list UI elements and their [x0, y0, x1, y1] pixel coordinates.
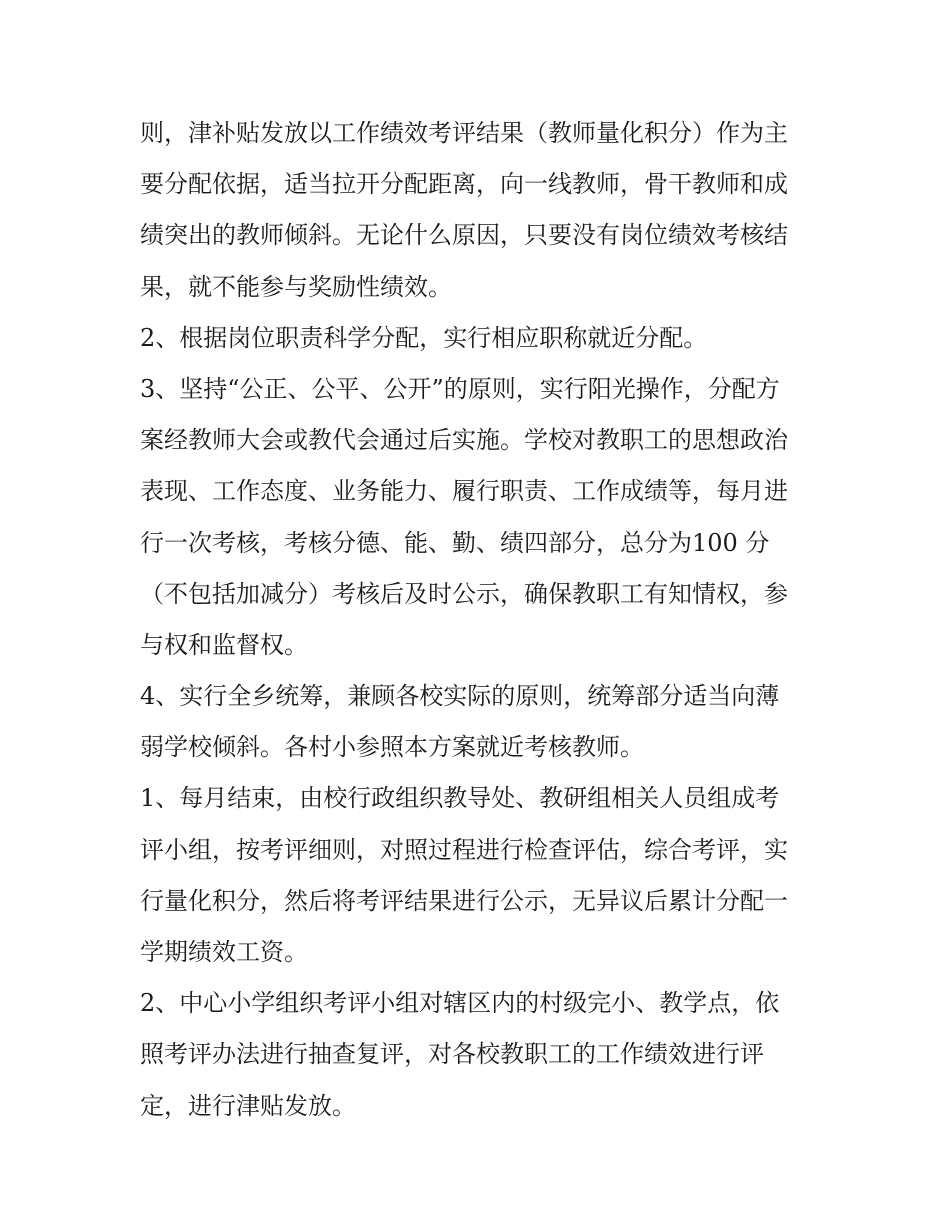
text-line: 3、坚持“公正、公平、公开”的原则，实行阳光操作，分配方 — [140, 374, 780, 403]
text-line: 评小组，按考评细则，对照过程进行检查评估，综合考评，实 — [140, 835, 788, 864]
text-line: 行一次考核，考核分德、能、勤、绩四部分，总分为100 分 — [140, 528, 770, 557]
text-line: 定，进行津贴发放。 — [140, 1091, 356, 1120]
text-line: 则，津补贴发放以工作绩效考评结果（教师量化积分）作为主 — [140, 119, 788, 147]
text-line: 行量化积分，然后将考评结果进行公示，无异议后累计分配一 — [140, 886, 788, 915]
text-line: 学期绩效工资。 — [140, 938, 308, 966]
text-line: 弱学校倾斜。各村小参照本方案就近考核教师。 — [140, 733, 644, 762]
text-line: 果，就不能参与奖励性绩效。 — [140, 272, 452, 301]
text-line: 绩突出的教师倾斜。无论什么原因，只要没有岗位绩效考核结 — [140, 221, 788, 250]
text-line: 与权和监督权。 — [140, 630, 308, 659]
text-line: 要分配依据，适当拉开分配距离，向一线教师，骨干教师和成 — [140, 170, 788, 199]
text-line: 照考评办法进行抽查复评，对各校教职工的工作绩效进行评 — [140, 1040, 764, 1069]
text-line: 案经教师大会或教代会通过后实施。学校对教职工的思想政治 — [140, 426, 788, 455]
text-line: 4、实行全乡统筹，兼顾各校实际的原则，统筹部分适当向薄 — [140, 682, 780, 711]
body-text — [140, 108, 820, 1132]
text-line: （不包括加减分）考核后及时公示，确保教职工有知情权，参 — [140, 579, 788, 608]
text-line: 2、中心小学组织考评小组对辖区内的村级完小、教学点，依 — [140, 989, 780, 1018]
text-line: 表现、工作态度、业务能力、履行职责、工作成绩等，每月进 — [140, 477, 788, 506]
text-line: 2、根据岗位职责科学分配，实行相应职称就近分配。 — [140, 323, 708, 352]
text-line: 1、每月结束，由校行政组织教导处、教研组相关人员组成考 — [140, 784, 780, 813]
